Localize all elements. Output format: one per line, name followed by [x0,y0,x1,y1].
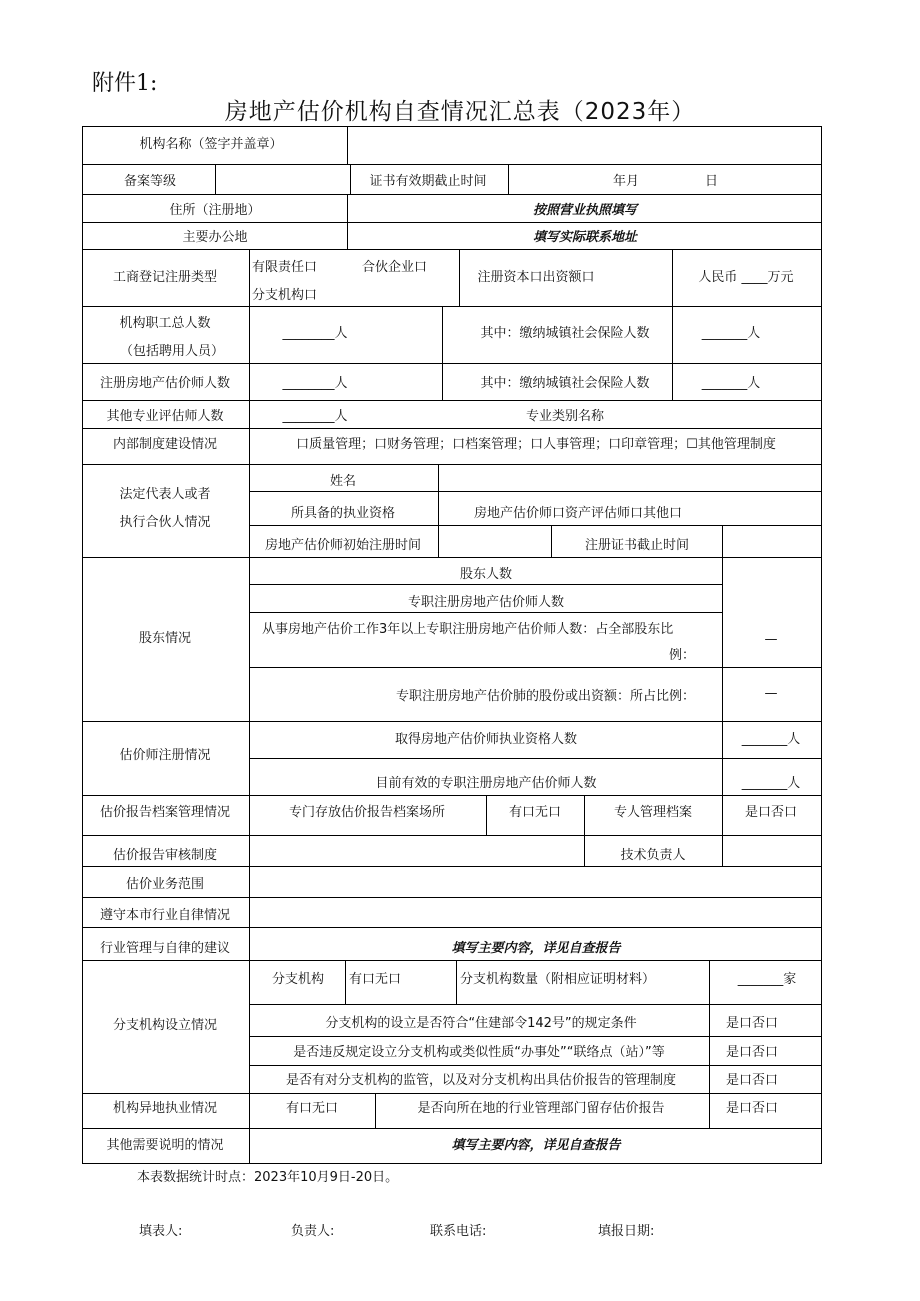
org-name-field[interactable] [349,127,820,163]
phone-label: 联系电话: [430,1224,487,1239]
suggestions-value[interactable]: 填写主要内容，详见自查报告 [451,941,621,956]
branch-q2-value[interactable]: 是口否口 [725,1045,779,1060]
leader-label: 负责人: [291,1224,335,1239]
branch-q3-label: 是否有对分支机构的监管，以及对分支机构出具估价报告的管理制度 [285,1073,677,1088]
suggestions-label: 行业管理与自律的建议 [99,941,231,956]
obtained-label: 取得房地产估价师执业资格人数 [394,732,578,747]
obtained-value[interactable]: _______人 [741,732,801,747]
reg-type-option-llc[interactable]: 有限责任口 [252,260,318,275]
other-value[interactable]: 填写主要内容，详见自查报告 [451,1138,621,1153]
shareholder-fulltime-label: 专职注册房地产估价师人数 [407,595,565,610]
staff-total-label: 机构职工总人数 [119,316,211,331]
tech-lead-label: 技术负责人 [620,848,686,863]
insurance-label-2: 其中：缴纳城镇社会保险人数 [480,376,650,391]
branch-org-value[interactable]: 有口无口 [349,972,402,987]
capital-value[interactable]: 人民币 ____万元 [698,270,794,285]
other-appraisers-label: 其他专业评估师人数 [106,409,224,424]
reg-type-option-branch[interactable]: 分支机构口 [252,288,318,303]
shareholder-share-value[interactable]: — [764,686,778,701]
staff-total-value[interactable]: ________人 [282,326,348,341]
domicile-value[interactable]: 按照营业执照填写 [532,203,638,218]
legal-rep-sublabel: 执行合伙人情况 [119,515,211,530]
branch-count-value[interactable]: _______家 [737,972,797,987]
filler-label: 填表人: [139,1224,183,1239]
date-label: 填报日期: [598,1224,655,1239]
self-discipline-field[interactable] [251,898,820,926]
office-label: 主要办公地 [182,230,248,245]
reg-type-option-partnership[interactable]: 合伙企业口 [362,260,428,275]
internal-rules-checkboxes[interactable]: 口质量管理；口财务管理；口档案管理；口人事管理；口印章管理；☐其他管理制度 [296,437,776,452]
remote-question-value[interactable]: 是口否口 [725,1101,779,1116]
appraisers-label: 注册房地产估价师人数 [99,376,231,391]
scope-field[interactable] [251,867,820,896]
remote-label: 机构异地执业情况 [112,1101,218,1116]
shareholders-label: 股东情况 [138,631,192,646]
initial-reg-label: 房地产估价师初始注册时间 [264,538,422,553]
cert-expiry-year-month[interactable]: 年月 [613,174,640,189]
staff-total-sublabel: （包括聘用人员） [119,344,225,359]
valid-label: 目前有效的专职注册房地产估价师人数 [375,776,597,791]
remote-value[interactable]: 有口无口 [285,1101,339,1116]
appraiser-reg-label: 估价师注册情况 [119,748,211,763]
branch-q3-value[interactable]: 是口否口 [725,1073,779,1088]
self-discipline-label: 遵守本市行业自律情况 [99,908,231,923]
branch-count-label: 分支机构数量（附相应证明材料） [460,972,656,987]
other-appraisers-value[interactable]: ________人 [282,409,348,424]
branch-q2-label: 是否违反规定设立分支机构或类似性质“办事处”“联络点（站）”等 [293,1045,665,1060]
review-field[interactable] [251,836,583,865]
page-title: 房地产估价机构自查情况汇总表（2023年） [224,99,696,125]
archive-person-label: 专人管理档案 [613,805,693,820]
legal-rep-name-label: 姓名 [329,474,357,489]
cert-expiry-2-label: 注册证书截止时间 [584,538,690,553]
shareholder-3years-label: 从事房地产估价工作3年以上专职注册房地产估价师人数：占全部股东比 [262,622,674,637]
insurance-label: 其中：缴纳城镇社会保险人数 [480,326,650,341]
internal-rules-label: 内部制度建设情况 [112,437,218,452]
archive-label: 估价报告档案管理情况 [99,805,231,820]
shareholder-3years-value[interactable]: — [764,632,778,647]
office-value[interactable]: 填写实际联系地址 [532,230,638,245]
insurance-value-2[interactable]: _______人 [701,376,761,391]
capital-label: 注册资本口出资额口 [477,270,595,285]
shareholder-3years-suffix: 例： [668,648,695,663]
archive-person-value[interactable]: 是口否口 [744,805,798,820]
valid-value[interactable]: _______人 [741,776,801,791]
filing-level-field[interactable] [217,165,349,193]
insurance-value[interactable]: _______人 [701,326,761,341]
archive-place-label: 专门存放估价报告档案场所 [288,805,446,820]
shareholder-count-label: 股东人数 [459,567,513,582]
branch-label: 分支机构设立情况 [112,1018,218,1033]
appraisers-value[interactable]: ________人 [282,376,348,391]
domicile-label: 住所（注册地） [169,203,261,218]
shareholder-share-label: 专职注册房地产估价肺的股份或出资额：所占比例： [395,689,695,704]
branch-org-label: 分支机构 [271,972,325,987]
archive-place-value[interactable]: 有口无口 [508,805,562,820]
org-name-label: 机构名称（签字并盖章） [139,137,283,152]
cert-expiry-day[interactable]: 日 [705,174,719,189]
reg-type-label: 工商登记注册类型 [112,270,218,285]
qualification-label: 所具备的执业资格 [290,506,396,521]
other-label: 其他需要说明的情况 [106,1138,224,1153]
legal-rep-label: 法定代表人或者 [119,487,211,502]
specialty-label: 专业类别名称 [525,409,605,424]
cert-expiry-label: 证书有效期截止时间 [369,174,487,189]
branch-q1-value[interactable]: 是口否口 [725,1016,779,1031]
remote-question-label: 是否向所在地的行业管理部门留存估价报告 [417,1101,665,1116]
review-label: 估价报告审核制度 [112,848,218,863]
branch-q1-label: 分支机构的设立是否符合“住建部令142号”的规定条件 [325,1016,637,1031]
scope-label: 估价业务范围 [125,877,205,892]
stat-time-note: 本表数据统计时点：2023年10月9日-20日。 [137,1170,399,1185]
qualification-options[interactable]: 房地产估价师口资产评估师口其他口 [473,506,683,521]
annex-label: 附件1: [92,71,158,96]
filing-level-label: 备案等级 [123,174,177,189]
